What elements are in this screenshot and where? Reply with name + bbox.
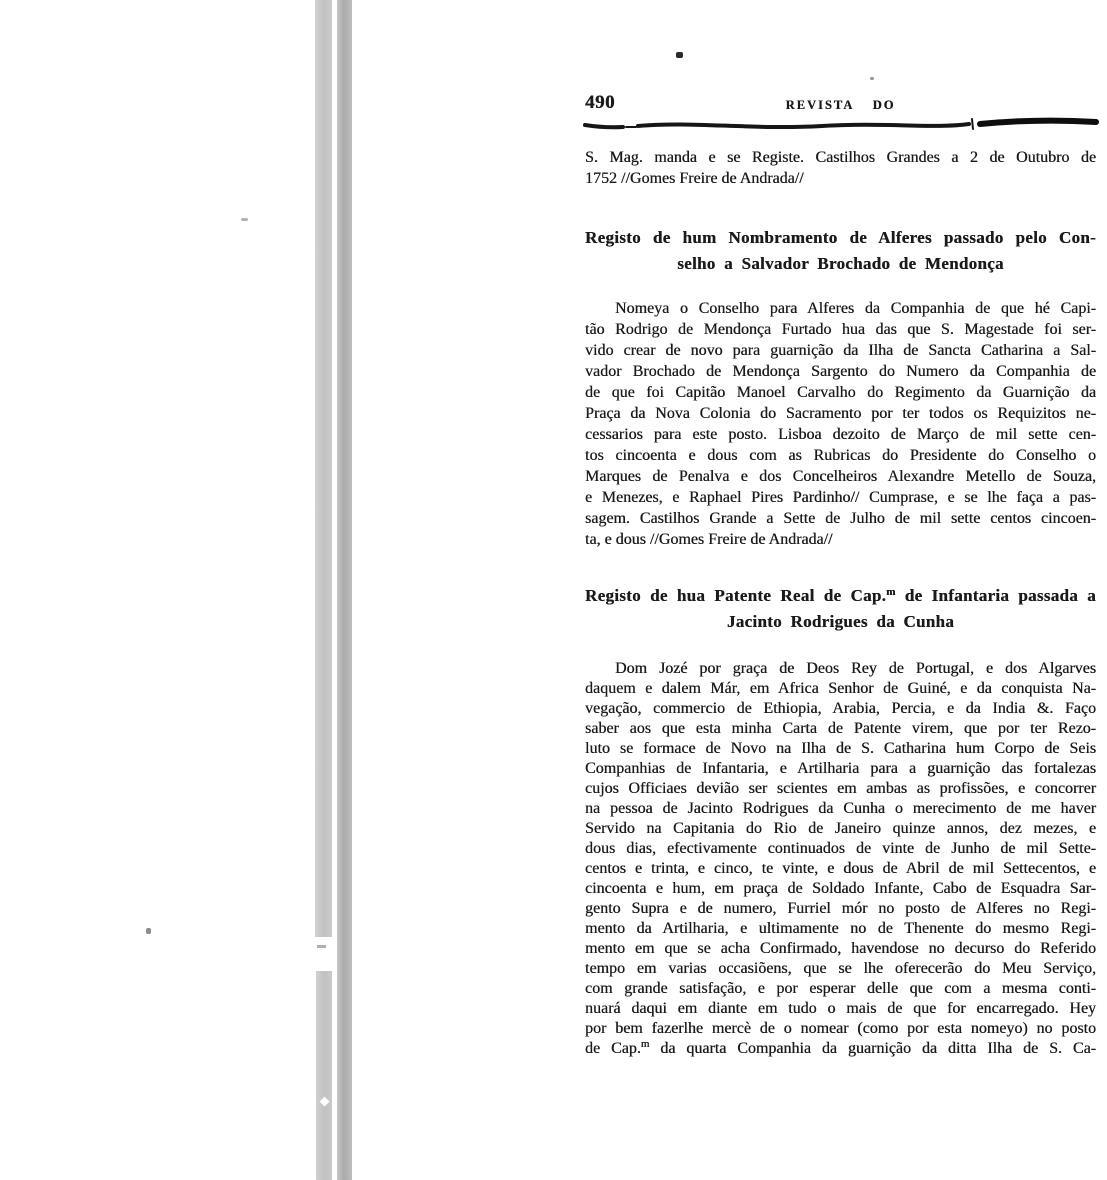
text-line: vido crear de novo para guarnição da Ilha de Sancta Catharina a Sal- (585, 342, 1096, 359)
text-line: cessarios para este posto. Lisboa dezoito de Março de mil sette cen- (585, 426, 1096, 443)
text-line: luto se formace de Novo na Ilha de S. Catharina hum Corpo de Seis (585, 740, 1096, 757)
section-heading-nombramento (585, 225, 1096, 277)
text-line: vegação, commercio de Ethiopia, Arabia, Percia, e da India &. Faço (585, 700, 1096, 717)
text-line: Praça da Nova Colonia do Sacramento por ter todos os Requizitos ne- (585, 405, 1096, 422)
text-line: Companhias de Infantaria, e Artilharia para a guarnição das fortalezas (585, 760, 1096, 777)
scan-artifact-tick (317, 945, 326, 948)
scan-artifact-strip-left-lower (316, 971, 332, 1180)
page-number: 490 (585, 92, 615, 113)
text-line: por bem fazerlhe mercè de o nomear (como por esta nomeyo) no posto (585, 1020, 1096, 1037)
text-line: Registo de hum Nombramento de Alferes passado pelo Con- (585, 228, 1096, 247)
text-line: saber aos que esta minha Carta de Patente virem, que por ter Rezo- (585, 720, 1096, 737)
text-line: gento Supra e de numero, Furriel mór no posto de Alferes no Regi- (585, 900, 1096, 917)
text-line: 1752 //Gomes Freire de Andrada// (585, 170, 804, 187)
text-line: Dom Jozé por graça de Deos Rey de Portugal, e dos Algarves (615, 660, 1096, 677)
page-header (585, 92, 1096, 115)
header-rule (582, 116, 1100, 134)
text-line: centos e trinta, e cinco, te vinte, e dous de Abril de mil Settecentos, e (585, 860, 1096, 877)
text-line: com grande satisfação, e por esperar delle que com a mesma conti- (585, 980, 1096, 997)
text-line: selho a Salvador Brochado de Mendonça (677, 254, 1004, 273)
scan-artifact-strip-left-upper (315, 0, 332, 937)
text-line: mento em que se acha Confirmado, havendose no decurso do Referido (585, 940, 1096, 957)
scan-speck (146, 928, 151, 934)
text-line: nuará daqui em diante em tudo o mais de que for encarregado. Hey (585, 1000, 1096, 1017)
intro-paragraph (585, 147, 1096, 189)
text-line: mento da Artilharia, e ultimamente no de Thenente do mesmo Regi- (585, 920, 1096, 937)
text-line: e Menezes, e Raphael Pires Pardinho// Cumprase, e se lhe faça a pas- (585, 489, 1096, 506)
text-line: S. Mag. manda e se Registe. Castilhos Grandes a 2 de Outubro de (585, 149, 1096, 166)
section-body-nombramento (585, 298, 1096, 550)
scan-speck (870, 77, 874, 80)
scan-speck (676, 52, 683, 58)
text-line: dous dias, efectivamente continuados de vinte de Junho de mil Sette- (585, 840, 1096, 857)
text-line: Jacinto Rodrigues da Cunha (726, 612, 955, 631)
text-line: tempo em varias occasiõens, que se lhe oferecerão do Meu Serviço, (585, 960, 1096, 977)
text-line: Nomeya o Conselho para Alferes da Companhia de que hé Capi- (615, 300, 1096, 317)
text-line: na pessoa de Jacinto Rodrigues da Cunha o merecimento de me haver (585, 800, 1096, 817)
text-line: vador Brochado de Mendonça Sargento do Numero da Companhia de (585, 363, 1096, 380)
scan-artifact-strip-right (337, 0, 352, 1180)
page-content (585, 92, 1096, 1059)
text-line: ta, e dous //Gomes Freire de Andrada// (585, 531, 833, 548)
scan-speck (241, 218, 248, 221)
text-line: Servido na Capitania do Rio de Janeiro quinze annos, dez mezes, e (585, 820, 1096, 837)
text-line: cujos Officiaes devião ser scientes em ambas as profissões, e concorrer (585, 780, 1096, 797)
running-title: REVISTA DO (785, 98, 896, 112)
text-line: Marques de Penalva e dos Concelheiros Alexandre Metello de Souza, (585, 468, 1096, 485)
section-body-patente (585, 659, 1096, 1059)
text-line: tão Rodrigo de Mendonça Furtado hua das que S. Magestade foi ser- (585, 321, 1096, 338)
text-line: tos cincoenta e dous com as Rubricas do Presidente do Conselho o (585, 447, 1096, 464)
section-heading-patente (585, 583, 1096, 635)
text-line: sagem. Castilhos Grande a Sette de Julho de mil sette centos cincoen- (585, 510, 1096, 527)
text-line: de Cap.$^m$ da quarta Companhia da guarnição da ditta Ilha de S. Ca- (585, 1038, 1096, 1057)
text-line: Registo de hua Patente Real de Cap.$^m$ de Infantaria passada a (585, 586, 1096, 605)
text-line: daquem e dalem Már, em Africa Senhor de Guiné, e da conquista Na- (585, 680, 1096, 697)
text-line: cincoenta e hum, em praça de Soldado Infante, Cabo de Esquadra Sar- (585, 880, 1096, 897)
text-line: de que foi Capitão Manoel Carvalho do Regimento da Guarnição da (585, 384, 1096, 401)
